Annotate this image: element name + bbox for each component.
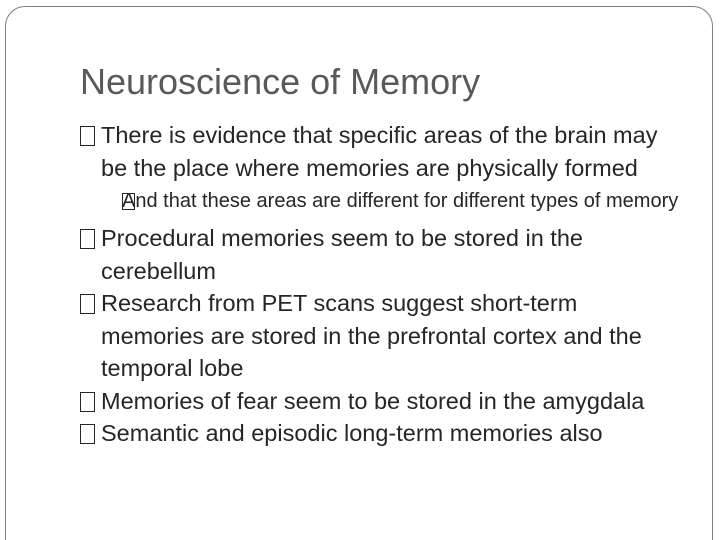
bullet-text: There is evidence that specific areas of the brain may be the place where memories are physically formed bbox=[101, 122, 658, 181]
sub-bullet-item bbox=[80, 186, 680, 216]
slide-title: Neuroscience of Memory bbox=[80, 61, 481, 102]
sub-bullet-text: And that these areas are different for different types of memory bbox=[122, 190, 679, 212]
box-bullet-icon bbox=[80, 294, 95, 314]
bullet-item bbox=[80, 287, 680, 385]
bullet-item bbox=[80, 385, 680, 418]
bullet-list bbox=[80, 119, 680, 450]
box-bullet-icon bbox=[80, 126, 95, 146]
box-bullet-icon bbox=[80, 392, 95, 412]
box-bullet-icon bbox=[80, 229, 95, 249]
bullet-item bbox=[80, 417, 680, 450]
bullet-text: Research from PET scans suggest short-term memories are stored in the prefrontal cortex and the temporal lobe bbox=[101, 290, 642, 381]
box-bullet-icon bbox=[80, 424, 95, 444]
bullet-text: Procedural memories seem to be stored in the cerebellum bbox=[101, 225, 583, 284]
bullet-item bbox=[80, 222, 680, 287]
bullet-text: Semantic and episodic long-term memories also bbox=[101, 420, 603, 446]
bullet-item bbox=[80, 119, 680, 184]
box-bullet-icon bbox=[122, 193, 135, 210]
bullet-text: Memories of fear seem to be stored in the amygdala bbox=[101, 387, 645, 414]
